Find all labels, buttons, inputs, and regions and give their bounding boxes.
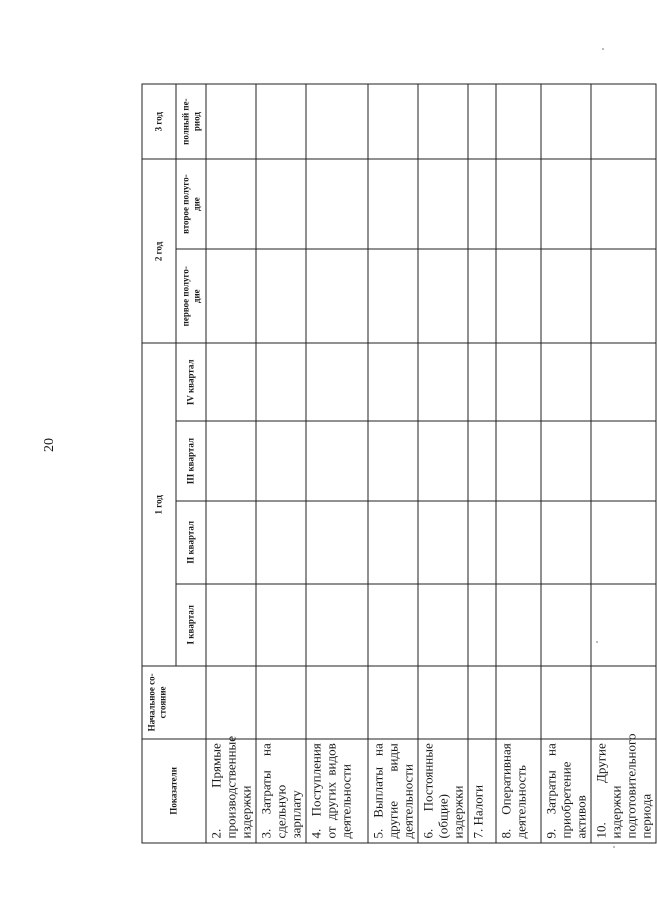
row-label: 5. Выплаты на другие виды деятельности	[368, 738, 418, 842]
table-cell	[256, 501, 306, 583]
row-label: 7. Налоги	[468, 738, 496, 842]
table-cell	[306, 343, 368, 421]
table-cell	[496, 421, 541, 501]
scan-speck	[613, 846, 615, 848]
row-label: 3. Затраты на сдельную зарплату	[256, 738, 306, 842]
table-cell	[468, 248, 496, 343]
table-row	[206, 84, 256, 843]
header-half-2: второе полуго- дие	[176, 159, 206, 249]
header-q3: III квартал	[176, 421, 206, 501]
table-cell	[206, 343, 256, 421]
table-cell	[418, 501, 468, 583]
table-cell	[496, 248, 541, 343]
table-cell	[496, 159, 541, 249]
table-cell	[256, 666, 306, 739]
table-cell	[591, 84, 656, 159]
table-cell	[368, 343, 418, 421]
table-cell	[541, 421, 591, 501]
table-cell	[591, 248, 656, 343]
table-cell	[591, 583, 656, 665]
table-cell	[256, 248, 306, 343]
row-label: 10. Другие издержки подготовительного периода	[591, 738, 656, 842]
table-cell	[468, 583, 496, 665]
table-cell	[368, 159, 418, 249]
table-cell	[256, 583, 306, 665]
scan-speck	[596, 641, 598, 643]
table-cell	[418, 84, 468, 159]
table-cell	[206, 84, 256, 159]
table-row	[256, 84, 306, 843]
cash-flow-table	[142, 83, 657, 843]
table-cell	[256, 421, 306, 501]
table-cell	[256, 159, 306, 249]
table-cell	[541, 84, 591, 159]
table-cell	[496, 343, 541, 421]
header-year-1: 1 год	[142, 343, 176, 666]
table-cell	[541, 501, 591, 583]
scan-speck	[602, 48, 604, 50]
table-cell	[418, 343, 468, 421]
table-cell	[306, 159, 368, 249]
table-cell	[306, 421, 368, 501]
table-cell	[256, 84, 306, 159]
table-row	[306, 84, 368, 843]
table-cell	[368, 501, 418, 583]
header-q2: II квартал	[176, 501, 206, 583]
table-cell	[468, 343, 496, 421]
table-cell	[541, 248, 591, 343]
table-row	[496, 84, 541, 843]
table-cell	[418, 583, 468, 665]
row-label: 4. Поступления от других видов деятельности	[306, 738, 368, 842]
header-initial-state: Начальное со- стояние	[142, 666, 206, 739]
row-label: 9. Затраты на приобретение активов	[541, 738, 591, 842]
table-cell	[591, 159, 656, 249]
table-cell	[496, 84, 541, 159]
table-cell	[306, 501, 368, 583]
row-label: 6. Постоянные (общие) издержки	[418, 738, 468, 842]
header-q1: I квартал	[176, 583, 206, 665]
header-half-1: первое полуго- дие	[176, 248, 206, 343]
table-cell	[306, 84, 368, 159]
cash-flow-table-wrapper	[142, 83, 654, 843]
table-cell	[206, 666, 256, 739]
table-cell	[468, 666, 496, 739]
page-number: 20	[42, 438, 57, 452]
table-cell	[591, 421, 656, 501]
header-year-3: 3 год	[142, 84, 176, 159]
row-label: 8. Оперативная деятельность	[496, 738, 541, 842]
table-cell	[368, 84, 418, 159]
table-cell	[306, 248, 368, 343]
table-cell	[306, 666, 368, 739]
table-cell	[368, 583, 418, 665]
table-cell	[206, 248, 256, 343]
table-cell	[468, 84, 496, 159]
table-cell	[418, 421, 468, 501]
table-cell	[306, 583, 368, 665]
row-label: 2. Прямые производственные издержки	[206, 738, 256, 842]
table-cell	[468, 159, 496, 249]
table-cell	[541, 159, 591, 249]
table-cell	[418, 159, 468, 249]
table-row	[418, 84, 468, 843]
table-cell	[496, 583, 541, 665]
table-row	[591, 84, 656, 843]
table-cell	[541, 343, 591, 421]
table-cell	[541, 583, 591, 665]
table-cell	[468, 421, 496, 501]
table-row	[541, 84, 591, 843]
table-cell	[418, 248, 468, 343]
table-cell	[206, 583, 256, 665]
table-row	[368, 84, 418, 843]
table-cell	[368, 248, 418, 343]
header-year-2: 2 год	[142, 159, 176, 343]
header-indicator: Показатели	[142, 738, 206, 842]
table-cell	[418, 666, 468, 739]
table-cell	[206, 159, 256, 249]
table-cell	[468, 501, 496, 583]
table-cell	[206, 501, 256, 583]
header-full-period: полный пе- риод	[176, 84, 206, 159]
table-cell	[541, 666, 591, 739]
table-cell	[496, 501, 541, 583]
table-cell	[206, 421, 256, 501]
table-cell	[496, 666, 541, 739]
table-cell	[591, 666, 656, 739]
table-row	[468, 84, 496, 843]
table-cell	[256, 343, 306, 421]
table-cell	[368, 421, 418, 501]
table-cell	[368, 666, 418, 739]
table-cell	[591, 343, 656, 421]
table-cell	[591, 501, 656, 583]
header-q4: IV квартал	[176, 343, 206, 421]
